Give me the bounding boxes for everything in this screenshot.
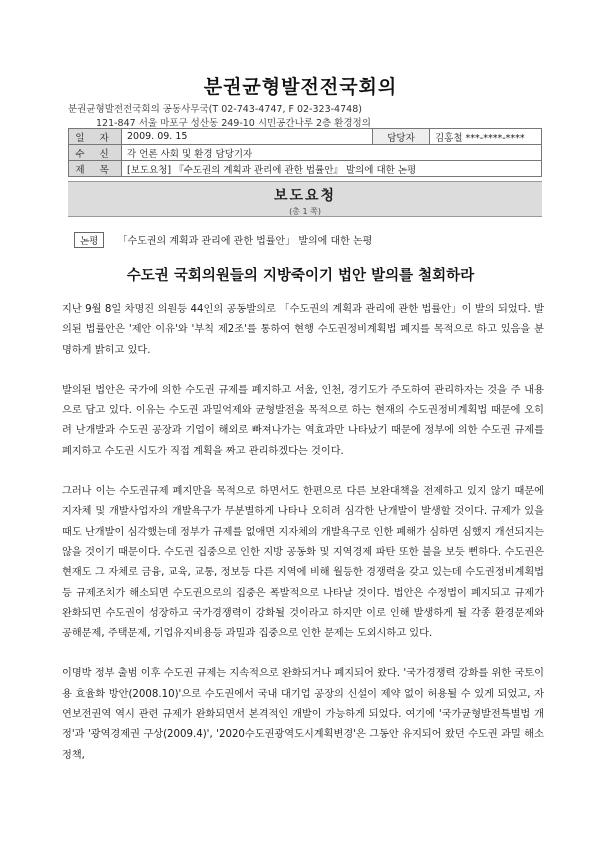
- paragraph: 그러나 이는 수도권규제 폐지만을 목적으로 하면서도 한편으로 다른 보완대책을 전제하고 있지 않기 때문에 지자체 및 개발사업자의 개발욕구가 무분별하게 나타나 오히려 심각한 난개발이 발생할 것이다. 규제가 있을 때도 난개발이 심각했는데 정부가 규제를 없애면 지자체의 개발욕구로 인한 폐해가 심하면 심했지 개선되지는 않을 것이기 때문이다. 수도권 집중으로 인한 지방 공동화 및 지역경제 파탄 또한 불을 보듯 뻔하다. 수도권은 현재도 그 자체로 금융, 교육, 교통, 정보등 다른 지역에 비해 월등한 경쟁력을 갖고 있는데 수도권정비계획법등 규제조치가 해소되면 수도권으로의 집중은 폭발적으로 나타날 것이다. 법안은 수정법이 폐지되고 규제가 완화되면 수도권이 성장하고 국가경쟁력이 강화될 것이라고 하지만 이로 인해 발생하게 될 각종 환경문제와 공해문제, 주택문제, 기업유지비용등 과밀과 집중으로 인한 문제는 도외시하고 있다.: [62, 486, 544, 640]
- organization-title: 분권균형발전전국회의: [203, 76, 398, 98]
- headline: 수도권 국회의원들의 지방죽이기 법안 발의를 철회하라: [126, 268, 475, 284]
- press-request-box: [68, 181, 542, 217]
- date-value: 2009. 09. 15: [122, 129, 373, 145]
- paragraph: 지난 9월 8일 차명진 의원등 44인의 공동발의로 「수도권의 계획과 관리에 관한 법률안」이 발의 되었다. 발의된 법률안은 '제안 이유'와 '부칙 제2조'를 통하여 현행 수도권정비계획법 폐지를 목적으로 하고 있음을 분명하게 밝히고 있다.: [62, 304, 544, 356]
- date-label: 일 자: [69, 129, 122, 145]
- subject-label: 제 목: [69, 161, 122, 177]
- info-table: [68, 128, 542, 177]
- contact-label: 담당자: [373, 129, 430, 145]
- contact-info-line: 분권균형발전전국회의 공동사무국(T 02-743-4747, F 02-323-4748): [68, 104, 362, 115]
- subject-row: [69, 161, 542, 177]
- body-text: [62, 300, 544, 786]
- page-count: (총 1 쪽): [289, 207, 321, 216]
- contact-value: 김홍철 ***-****-****: [430, 129, 542, 145]
- topic-text: 「수도권의 계획과 관리에 관한 법률안」 발의에 대한 논평: [117, 236, 373, 247]
- recipient-row: [69, 145, 542, 161]
- address-line: 121-847 서울 마포구 성산동 249-10 시민공간나루 2층 환경정의: [96, 118, 371, 129]
- recipient-label: 수 신: [69, 145, 122, 161]
- paragraph: 이명박 정부 출범 이후 수도권 규제는 지속적으로 완화되거나 폐지되어 왔다. '국가경쟁력 강화를 위한 국토이용 효율화 방안(2008.10)'으로 수도권에서 국내 대기업 공장의 신설이 제약 없이 허용될 수 있게 되었고, 자연보전권역 역시 관련 규제가 완화되면서 본격적인 개발이 가능하게 되었다. 여기에 '국가균형발전특별법 개정'과 '광역경제권 구상(2009.4)', '2020수도권광역도시계획변경'은 그동안 유지되어 왔던 수도권 과밀 해소 정책,: [62, 668, 544, 761]
- topic-row: [74, 232, 372, 248]
- subject-value: [보도요청] 『수도권의 계획과 관리에 관한 법률안』 발의에 대한 논평: [122, 161, 542, 177]
- paragraph: 발의된 법안은 국가에 의한 수도권 규제를 폐지하고 서울, 인천, 경기도가 주도하여 관리하자는 것을 주 내용으로 담고 있다. 이유는 수도권 과밀억제와 균형발전을 목적으로 하는 현재의 수도권정비계획법 때문에 오히려 난개발과 수도권 공장과 기업이 해외로 빠져나가는 역효과만 나타났기 때문에 정부에 의한 수도권 규제를 폐지하고 수도권 시도가 직접 계획을 짜고 관리하겠다는 것이다.: [62, 384, 544, 457]
- press-request-title: 보도요청: [273, 188, 337, 204]
- recipient-value: 각 언론 사회 및 환경 담당기자: [122, 145, 542, 161]
- date-row: [69, 129, 542, 145]
- topic-tag: 논평: [74, 232, 104, 248]
